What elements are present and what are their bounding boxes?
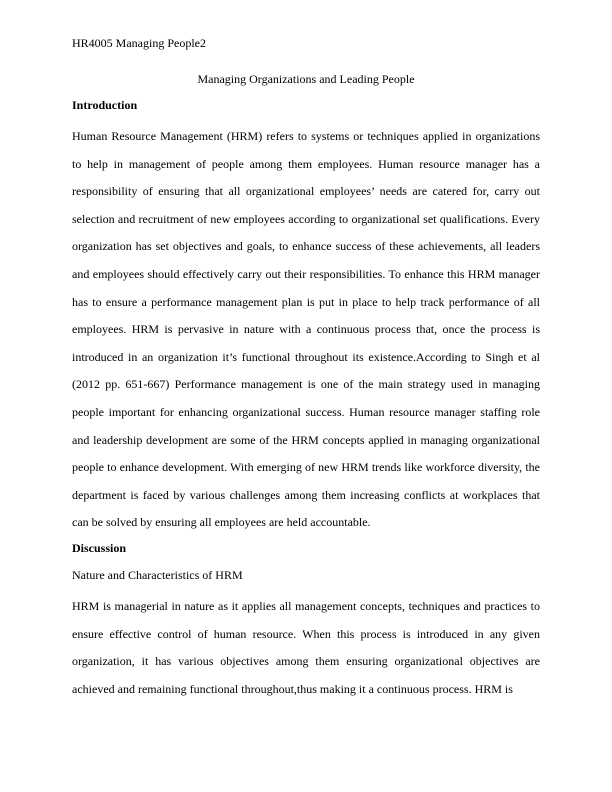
- subheading-nature-characteristics: Nature and Characteristics of HRM: [72, 567, 243, 582]
- introduction-paragraph: Human Resource Management (HRM) refers to systems or techniques applied in organizations to help in management of people among them employees. Human resource manager has a responsibility of ensuring that all organizational employees’ needs are catered for, carry out selection and recruitment of new employees according to organizational set qualifications. Every organization has set objectives and goals, to enhance success of these achievements, all leaders and employees should effectively carry out their responsibilities. To enhance this HRM manager has to ensure a performance management plan is put in place to help track performance of all employees. HRM is pervasive in nature with a continuous process that, once the process is introduced in an organization it’s functional throughout its existence.According to Singh et al (2012 pp. 651-667) Performance management is one of the main strategy used in managing people important for enhancing organizational success. Human resource manager staffing role and leadership development are some of the HRM concepts applied in managing organizational people to enhance development. With emerging of new HRM trends like workforce diversity, the department is faced by various challenges among them increasing conflicts at workplaces that can be solved by ensuring all employees are held accountable.: [72, 129, 540, 530]
- running-head: HR4005 Managing People2: [72, 36, 206, 50]
- document-body: [72, 70, 540, 705]
- discussion-paragraph: HRM is managerial in nature as it applies all management concepts, techniques and practices to ensure effective control of human resource. When this process is introduced in any given organization, it has various objectives among them ensuring organizational objectives are achieved and remaining functional throughout,thus making it a continuous process. HRM is: [72, 598, 540, 696]
- document-title: Managing Organizations and Leading People: [197, 72, 415, 86]
- section-heading-discussion: Discussion: [72, 540, 127, 555]
- section-heading-introduction: Introduction: [72, 98, 138, 112]
